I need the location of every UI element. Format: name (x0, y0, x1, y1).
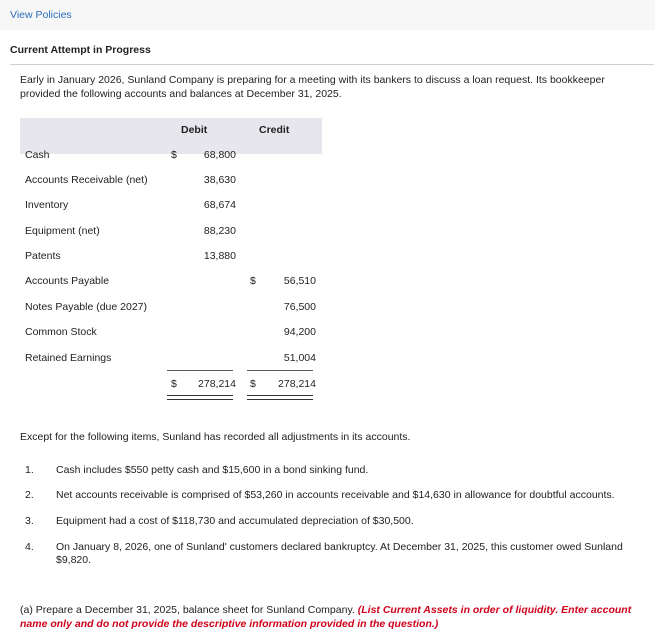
dollar-sign: $ (250, 378, 256, 390)
table-row (10, 326, 330, 340)
debit-value: 68,674 (203, 199, 236, 211)
debit-double-underline (167, 395, 233, 400)
list-text: Equipment had a cost of $118,730 and accumulated depreciation of $30,500. (56, 515, 414, 527)
debit-subtotal-line (167, 370, 233, 371)
account-name: Patents (25, 250, 61, 262)
credit-value: 56,510 (283, 275, 316, 287)
credit-value: 51,004 (283, 352, 316, 364)
table-row (10, 301, 330, 315)
list-text: Cash includes $550 petty cash and $15,600 in a bond sinking fund. (56, 464, 369, 476)
account-name: Accounts Payable (25, 275, 110, 287)
table-row (10, 275, 330, 289)
list-text: On January 8, 2026, one of Sunland' customers declared bankruptcy. At December 31, 2025, this customer owed Sunland $9,820. (56, 541, 623, 566)
list-number: 2. (25, 489, 34, 501)
totals-row (10, 378, 330, 392)
table-row (10, 199, 330, 213)
account-name: Accounts Receivable (net) (25, 174, 148, 186)
dollar-sign: $ (171, 149, 177, 161)
list-number: 4. (25, 541, 34, 553)
account-name: Inventory (25, 199, 69, 211)
dollar-sign: $ (250, 275, 256, 287)
credit-column-header: Credit (259, 124, 290, 136)
question-panel (10, 64, 654, 637)
debit-column-header: Debit (181, 124, 208, 136)
total-debit: 278,214 (198, 378, 236, 390)
view-policies-link[interactable]: View Policies (10, 9, 72, 21)
account-name: Common Stock (25, 326, 97, 338)
credit-value: 76,500 (283, 301, 316, 313)
table-row (10, 174, 330, 188)
debit-value: 38,630 (203, 174, 236, 186)
question-prompt (20, 603, 645, 631)
intro-text: Early in January 2026, Sunland Company is preparing for a meeting with its bankers to discuss a loan request. Its bookkeeper provided the following accounts and balances at December 31, 2025. (20, 74, 605, 100)
list-number: 3. (25, 515, 34, 527)
account-name: Equipment (net) (25, 225, 100, 237)
credit-subtotal-line (247, 370, 313, 371)
question-text: (a) Prepare a December 31, 2025, balance sheet for Sunland Company. (20, 604, 355, 616)
account-name: Cash (25, 149, 50, 161)
debit-value: 88,230 (203, 225, 236, 237)
table-row (10, 352, 330, 366)
debit-value: 68,800 (203, 149, 236, 161)
table-row (10, 149, 330, 163)
credit-value: 94,200 (283, 326, 316, 338)
account-name: Notes Payable (due 2027) (25, 301, 147, 313)
list-number: 1. (25, 464, 34, 476)
list-text: Net accounts receivable is comprised of $53,260 in accounts receivable and $14,630 in allowance for doubtful accounts. (56, 489, 615, 501)
table-row (10, 250, 330, 264)
top-bar (0, 0, 655, 30)
dollar-sign: $ (171, 378, 177, 390)
table-row (10, 225, 330, 239)
total-credit: 278,214 (278, 378, 316, 390)
except-text: Except for the following items, Sunland has recorded all adjustments in its accounts. (20, 431, 411, 443)
debit-value: 13,880 (203, 250, 236, 262)
question-instructions: (List Current Assets in order of liquidity. Enter account name only and do not provide the descriptive information provided in the question.) (20, 604, 632, 630)
account-name: Retained Earnings (25, 352, 112, 364)
credit-double-underline (247, 395, 313, 400)
attempt-title: Current Attempt in Progress (10, 44, 151, 56)
